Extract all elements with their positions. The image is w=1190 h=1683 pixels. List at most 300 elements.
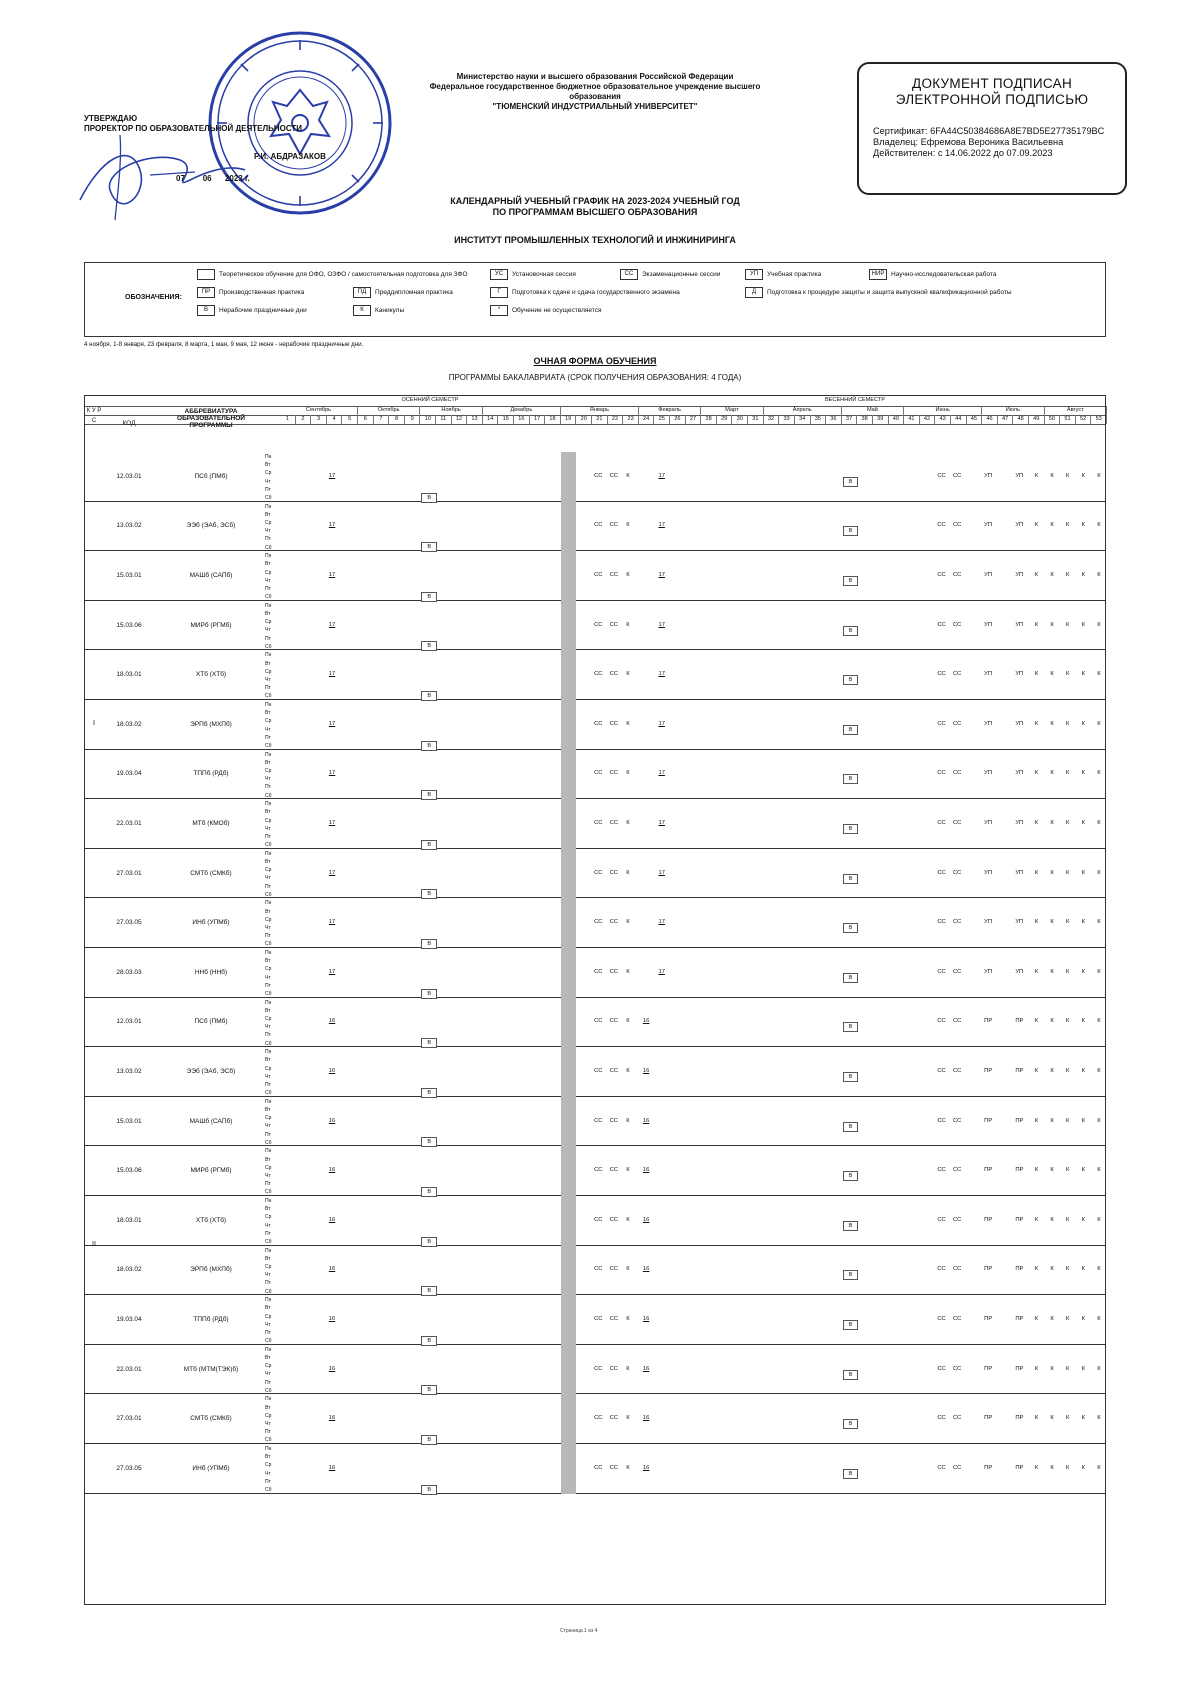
teaching-weeks: 17: [328, 522, 336, 529]
week-number: 43: [935, 415, 951, 424]
holiday-shade: [561, 898, 577, 948]
vacation-k: К: [1081, 869, 1085, 876]
legend-item: [353, 305, 404, 316]
day-label: Пт: [265, 1379, 271, 1386]
vacation-k: К: [1050, 1216, 1054, 1223]
vacation-k: К: [1050, 1167, 1054, 1174]
week-number: 53: [1091, 415, 1107, 424]
vacation-k: К: [1034, 472, 1039, 479]
session-cc: СС: [609, 1018, 619, 1025]
program-code: 27.03.05: [116, 919, 142, 927]
vacation-k: К: [1081, 671, 1085, 678]
day-label: Ср: [265, 1313, 272, 1320]
approval-day: 07: [176, 174, 185, 183]
session-cc: СС: [952, 571, 962, 578]
day-labels: [265, 1098, 280, 1147]
teaching-weeks-spring: 17: [658, 472, 665, 479]
teaching-weeks: 17: [328, 770, 336, 777]
course-label: II: [92, 1240, 96, 1248]
vacation-k: К: [626, 1315, 630, 1322]
day-label: Сб: [265, 792, 272, 799]
practice: УП: [1015, 968, 1024, 975]
vacation-k: К: [1097, 720, 1101, 727]
vacation-k: К: [626, 1415, 630, 1422]
sig-valid: Действителен: с 14.06.2022 до 07.09.2023: [873, 148, 1053, 158]
day-label: Сб: [265, 891, 272, 898]
week-number: 7: [374, 415, 390, 424]
week-number: 17: [530, 415, 546, 424]
day-label: Пн: [265, 801, 272, 808]
session-cc: СС: [594, 819, 603, 826]
holiday-v: В: [843, 824, 859, 834]
vacation-k: К: [1065, 571, 1070, 578]
week-number: 47: [998, 415, 1014, 424]
legend-item: [620, 269, 720, 280]
practice: УП: [984, 571, 993, 578]
week-number: 36: [826, 415, 842, 424]
session-cc: СС: [594, 770, 603, 777]
practice: ПР: [1015, 1315, 1024, 1322]
day-label: Ср: [265, 1412, 272, 1419]
day-label: Пн: [265, 503, 272, 510]
autumn-label: ОСЕННИЙ СЕМЕСТР: [401, 397, 459, 403]
session-cc: СС: [609, 819, 619, 826]
vacation-k: К: [626, 770, 630, 777]
day-label: Пн: [265, 1247, 272, 1254]
holiday-v: В: [421, 989, 437, 999]
practice: ПР: [1015, 1266, 1024, 1273]
week-number: 39: [873, 415, 889, 424]
sig-title-1: ДОКУМЕНТ ПОДПИСАН: [912, 76, 1072, 91]
holiday-v: В: [421, 1435, 437, 1445]
week-number: 24: [639, 415, 655, 424]
day-label: Чт: [265, 875, 271, 882]
week-number: 10: [420, 415, 436, 424]
day-label: Пн: [265, 1198, 272, 1204]
program-code: 18.03.02: [116, 720, 142, 728]
session-cc: СС: [952, 1216, 962, 1223]
vacation-k: К: [626, 968, 630, 975]
day-label: Чт: [265, 726, 271, 733]
teaching-weeks: 16: [328, 1167, 336, 1174]
vacation-k: К: [1081, 819, 1085, 826]
program-code: 22.03.01: [116, 819, 142, 827]
day-label: Ср: [265, 520, 272, 526]
day-label: Чт: [265, 528, 271, 535]
practice: УП: [1015, 571, 1024, 578]
program-code: 27.03.05: [116, 1464, 142, 1472]
vacation-k: К: [626, 720, 630, 727]
holiday-v: В: [421, 542, 437, 552]
day-label: Вт: [265, 908, 271, 915]
practice: УП: [984, 770, 993, 777]
teaching-weeks: 17: [328, 571, 336, 578]
teaching-weeks-spring: 16: [642, 1315, 650, 1322]
day-label: Пт: [265, 635, 271, 642]
session-cc: СС: [609, 1167, 619, 1174]
vacation-k: К: [1081, 770, 1085, 777]
program-row: [85, 1345, 1105, 1395]
day-labels: [265, 1296, 280, 1345]
program-abbr: ИНб (УПМб): [192, 1464, 230, 1472]
holiday-v: В: [421, 1038, 437, 1048]
teaching-weeks-spring: 16: [642, 1067, 650, 1074]
day-label: Ср: [265, 470, 272, 477]
teaching-weeks-spring: 16: [642, 1365, 650, 1372]
session-cc: СС: [937, 968, 946, 975]
practice: ПР: [984, 1167, 993, 1174]
day-label: Вт: [265, 859, 271, 865]
approval-title: УТВЕРЖДАЮ: [84, 114, 138, 123]
session-cc: СС: [952, 869, 962, 876]
holiday-shade: [561, 1146, 577, 1196]
holiday-v: В: [843, 1171, 859, 1181]
practice: УП: [984, 720, 993, 727]
vacation-k: К: [1097, 472, 1101, 479]
day-label: Чт: [265, 577, 271, 584]
day-label: Пт: [265, 486, 271, 493]
day-labels: [265, 1445, 280, 1494]
vacation-k: К: [1081, 1216, 1085, 1223]
program-code: 13.03.02: [116, 1067, 142, 1075]
day-label: Чт: [265, 1421, 271, 1427]
legend-code: УП: [745, 269, 763, 280]
week-number: 16: [514, 415, 530, 424]
vacation-k: К: [1034, 720, 1039, 727]
vacation-k: К: [1034, 1315, 1039, 1322]
day-label: Чт: [265, 1024, 271, 1031]
vacation-k: К: [626, 571, 630, 578]
day-label: Пн: [265, 1446, 272, 1452]
vacation-k: К: [1034, 571, 1039, 578]
day-label: Пт: [265, 982, 271, 989]
day-label: Пн: [265, 1396, 272, 1403]
day-label: Пт: [265, 536, 271, 543]
day-label: Пн: [265, 751, 272, 758]
week-number: 20: [576, 415, 592, 424]
day-label: Сб: [265, 743, 272, 750]
program-code: 27.03.01: [116, 869, 142, 877]
day-label: Чт: [265, 825, 271, 832]
teaching-weeks: 17: [328, 968, 336, 975]
month-header: Июнь: [904, 406, 982, 415]
vacation-k: К: [626, 1117, 630, 1124]
day-label: Пн: [265, 1098, 272, 1105]
vacation-k: К: [1081, 621, 1085, 628]
day-label: Вт: [265, 1206, 271, 1213]
week-number: 37: [842, 415, 858, 424]
week-number: 28: [701, 415, 717, 424]
month-header: Октябрь: [358, 406, 420, 415]
program-abbr: ТППб (РДб): [193, 770, 229, 778]
program-code: 27.03.01: [116, 1415, 142, 1423]
week-number: 18: [545, 415, 561, 424]
vacation-k: К: [1097, 819, 1101, 826]
teaching-weeks: 16: [328, 1067, 336, 1074]
e-signature-box: [857, 62, 1127, 195]
day-label: Ср: [265, 1065, 272, 1072]
practice: УП: [984, 472, 993, 479]
day-label: Пн: [265, 602, 272, 609]
month-header: Январь: [561, 406, 639, 415]
vacation-k: К: [626, 1365, 630, 1372]
day-label: Пт: [265, 1032, 271, 1039]
practice: ПР: [1015, 1365, 1024, 1372]
program-abbr: МТб (МТМ(ТЭК)б): [183, 1365, 239, 1373]
program-abbr: ТППб (РДб): [193, 1315, 229, 1323]
university: "ТЮМЕНСКИЙ ИНДУСТРИАЛЬНЫЙ УНИВЕРСИТЕТ": [492, 102, 698, 111]
session-cc: СС: [609, 1464, 619, 1471]
week-number: 46: [982, 415, 998, 424]
practice: ПР: [984, 1266, 993, 1273]
page-footer: Страница 1 из 4: [560, 1628, 598, 1634]
holiday-shade: [561, 1196, 577, 1246]
day-label: Чт: [265, 1470, 271, 1477]
teaching-weeks-spring: 17: [658, 522, 665, 529]
day-label: Пн: [265, 850, 272, 857]
vacation-k: К: [1081, 1365, 1085, 1372]
day-labels: [265, 453, 280, 502]
practice: ПР: [984, 1415, 993, 1422]
day-label: Вт: [265, 958, 271, 965]
program-code: 15.03.01: [116, 1117, 142, 1125]
program-row: [85, 1394, 1105, 1444]
program-abbr: СМТб (СМКб): [190, 1415, 232, 1423]
program-abbr: ЭЭб (ЭАб, ЭСб): [186, 1067, 236, 1075]
program-row: [85, 1097, 1105, 1147]
vacation-k: К: [1034, 1067, 1039, 1074]
day-label: Сб: [265, 495, 272, 502]
session-cc: СС: [594, 1266, 603, 1273]
day-labels: [265, 1247, 280, 1296]
month-header: Апрель: [764, 406, 842, 415]
session-cc: СС: [594, 1018, 603, 1025]
program-code: 18.03.01: [116, 1216, 142, 1224]
session-cc: СС: [937, 1464, 946, 1471]
approval-position: ПРОРЕКТОР ПО ОБРАЗОВАТЕЛЬНОЙ ДЕЯТЕЛЬНОСТИ: [84, 124, 303, 133]
vacation-k: К: [1097, 1266, 1101, 1273]
vacation-k: К: [1050, 1266, 1054, 1273]
form-title: ОЧНАЯ ФОРМА ОБУЧЕНИЯ: [533, 356, 657, 366]
practice: ПР: [1015, 1067, 1024, 1074]
day-label: Сб: [265, 594, 272, 601]
practice: ПР: [1015, 1167, 1024, 1174]
legend-text: Нерабочие праздничные дни: [219, 307, 307, 314]
month-header: Февраль: [639, 406, 701, 415]
day-label: Пт: [265, 834, 271, 840]
program-code: 12.03.01: [116, 1018, 142, 1026]
holidays-note: 4 ноября, 1-8 января, 23 февраля, 8 марта, 1 мая, 9 мая, 12 июня - нерабочие праздничные дни.: [84, 341, 364, 348]
day-label: Пн: [265, 702, 272, 708]
day-label: Сб: [265, 1288, 272, 1295]
practice: УП: [1015, 671, 1024, 678]
practice: УП: [1015, 819, 1024, 826]
day-label: Чт: [265, 1173, 271, 1179]
teaching-weeks-spring: 17: [658, 919, 665, 926]
teaching-weeks: 17: [328, 671, 336, 678]
day-labels: [265, 1197, 280, 1246]
session-cc: СС: [594, 1315, 603, 1322]
day-label: Чт: [265, 1222, 271, 1229]
holiday-v: В: [843, 1072, 859, 1082]
day-label: Ср: [265, 817, 272, 824]
teaching-weeks: 16: [328, 1266, 336, 1273]
week-number: 26: [670, 415, 686, 424]
week-number: 27: [686, 415, 702, 424]
program-row: [85, 1047, 1105, 1097]
session-cc: СС: [609, 1365, 619, 1372]
session-cc: СС: [594, 1216, 603, 1223]
vacation-k: К: [1050, 919, 1054, 926]
program-row: [85, 551, 1105, 601]
day-label: Ср: [265, 867, 272, 874]
holiday-v: В: [843, 1270, 859, 1280]
program-row: [85, 750, 1105, 800]
day-label: Сб: [265, 1239, 272, 1246]
day-label: Пт: [265, 784, 271, 791]
program-row: [85, 948, 1105, 998]
teaching-weeks: 17: [328, 819, 336, 826]
week-number: 23: [623, 415, 639, 424]
vacation-k: К: [1065, 1266, 1070, 1273]
vacation-k: К: [1081, 720, 1085, 727]
vacation-k: К: [1065, 720, 1070, 727]
day-labels: [265, 651, 280, 700]
session-cc: СС: [594, 968, 603, 975]
legend-label: ОБОЗНАЧЕНИЯ:: [125, 294, 182, 301]
week-number: 41: [904, 415, 920, 424]
session-cc: СС: [609, 1266, 619, 1273]
day-labels: [265, 800, 280, 849]
day-label: Ср: [265, 1264, 272, 1270]
teaching-weeks: 16: [328, 1117, 336, 1124]
day-label: Пт: [265, 1280, 271, 1287]
session-cc: СС: [952, 1266, 962, 1273]
day-label: Чт: [265, 677, 271, 683]
session-cc: СС: [594, 671, 603, 678]
vacation-k: К: [1050, 472, 1054, 479]
holiday-shade: [561, 750, 577, 800]
teaching-weeks: 17: [328, 919, 336, 926]
program-code: 18.03.01: [116, 671, 142, 679]
week-number: 51: [1060, 415, 1076, 424]
code-header: КОД: [122, 420, 136, 427]
program-abbr: ХТб (ХТб): [195, 1216, 227, 1224]
vacation-k: К: [1097, 1167, 1101, 1174]
day-label: Сб: [265, 1189, 272, 1196]
holiday-shade: [561, 998, 577, 1048]
vacation-k: К: [1034, 1266, 1039, 1273]
practice: УП: [984, 968, 993, 975]
day-label: Пн: [265, 1346, 272, 1353]
holiday-shade: [561, 551, 577, 601]
legend-code: УС: [490, 269, 508, 280]
teaching-weeks-spring: 17: [658, 968, 665, 975]
spring-label: ВЕСЕННИЙ СЕМЕСТР: [824, 397, 886, 403]
program-code: 28.03.03: [116, 968, 142, 976]
practice: УП: [984, 819, 993, 826]
abbr-header: АББРЕВИАТУРА ОБРАЗОВАТЕЛЬНОЙ ПРОГРАММЫ: [177, 408, 245, 429]
session-cc: СС: [952, 1167, 962, 1174]
legend-item: [745, 269, 821, 280]
document-title: [360, 196, 830, 218]
month-header: Декабрь: [483, 406, 561, 415]
program-row: [85, 700, 1105, 750]
practice: УП: [1015, 472, 1024, 479]
week-number: 8: [389, 415, 405, 424]
vacation-k: К: [1097, 1415, 1101, 1422]
session-cc: СС: [937, 1216, 946, 1223]
holiday-v: В: [843, 1419, 859, 1429]
session-cc: СС: [937, 919, 946, 926]
practice: УП: [1015, 869, 1024, 876]
month-header: Июль: [982, 406, 1044, 415]
teaching-weeks-spring: 16: [642, 1464, 650, 1471]
session-cc: СС: [609, 1315, 619, 1322]
day-label: Ср: [265, 768, 272, 774]
vacation-k: К: [1065, 1117, 1070, 1124]
session-cc: СС: [937, 1315, 946, 1322]
session-cc: СС: [609, 720, 619, 727]
program-row: [85, 452, 1105, 502]
day-label: Ср: [265, 1164, 272, 1171]
vacation-k: К: [1097, 968, 1101, 975]
holiday-v: В: [421, 1187, 437, 1197]
session-cc: СС: [937, 621, 946, 628]
vacation-k: К: [1050, 1067, 1054, 1074]
day-label: Пн: [265, 553, 272, 560]
vacation-k: К: [1065, 819, 1070, 826]
session-cc: СС: [952, 621, 962, 628]
session-cc: СС: [937, 472, 946, 479]
session-cc: СС: [952, 1464, 962, 1471]
holiday-v: В: [843, 1122, 859, 1132]
teaching-weeks: 16: [328, 1018, 336, 1025]
day-label: Пт: [265, 1131, 271, 1138]
practice: ПР: [1015, 1117, 1024, 1124]
vacation-k: К: [1034, 968, 1039, 975]
legend-code: СС: [620, 269, 638, 280]
day-label: Чт: [265, 1272, 271, 1279]
holiday-shade: [561, 1394, 577, 1444]
vacation-k: К: [1081, 472, 1085, 479]
sig-title-2: ЭЛЕКТРОННОЙ ПОДПИСЬЮ: [895, 92, 1089, 107]
teaching-weeks: 16: [328, 1464, 336, 1471]
day-labels: [265, 503, 280, 552]
holiday-v: В: [843, 923, 859, 933]
session-cc: СС: [952, 968, 962, 975]
day-label: Ср: [265, 1016, 272, 1022]
holiday-v: В: [421, 691, 437, 701]
program-code: 15.03.01: [116, 571, 142, 579]
vacation-k: К: [1081, 919, 1085, 926]
legend: [84, 262, 1106, 337]
vacation-k: К: [1050, 522, 1054, 529]
practice: УП: [984, 522, 993, 529]
vacation-k: К: [626, 621, 630, 628]
day-label: Сб: [265, 1040, 272, 1047]
practice: УП: [1015, 919, 1024, 926]
day-label: Ср: [265, 1462, 272, 1469]
course-header: К У Р С: [86, 408, 102, 424]
vacation-k: К: [1050, 869, 1054, 876]
holiday-v: В: [843, 477, 859, 487]
vacation-k: К: [1034, 919, 1039, 926]
vacation-k: К: [1034, 1117, 1039, 1124]
session-cc: СС: [609, 770, 619, 777]
holiday-shade: [561, 1097, 577, 1147]
session-cc: СС: [952, 1018, 962, 1025]
